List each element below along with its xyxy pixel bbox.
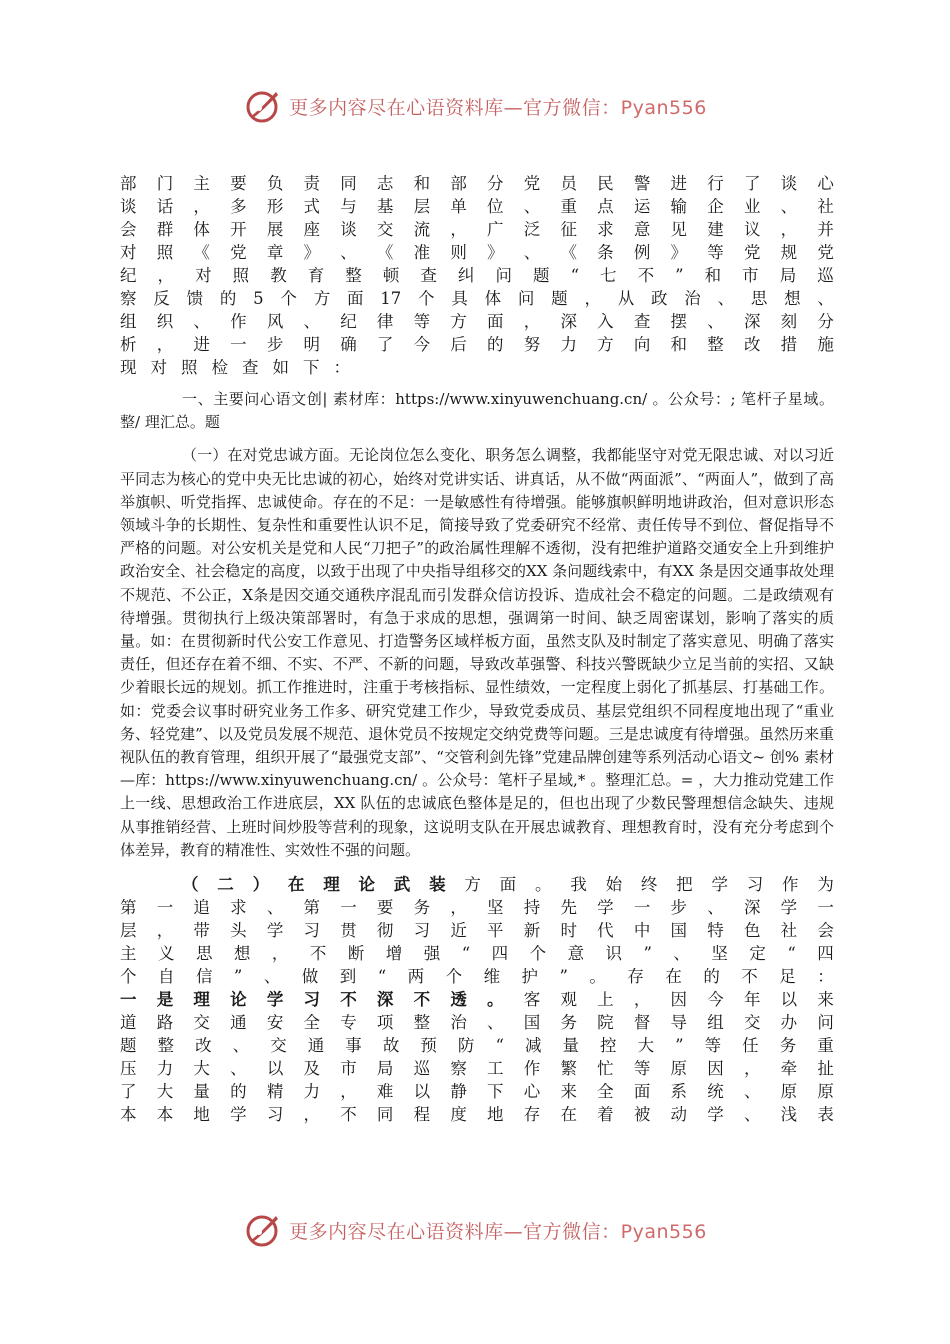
theory-line: 层 ， 带 头 学 习 贯 彻 习 近 平 新 时 代 中 国 特 色 社 会 — [120, 921, 834, 941]
paragraph-loyalty: （一）在对党忠诚方面。无论岗位怎么变化、职务怎么调整，我都能坚守对党无限忠诚、对以习近平同志为核心的党中央无比忠诚的初心，始终对党讲实话、讲真话，从不做“两面派”、“两面人”，做到了高举旗帜、听党指挥、忠诚使命。存在的不足：一是敏感性有待增强。能够旗帜鲜明地讲政治，但对意识形态领域斗争的长期性、复杂性和重要性认识不足，简接导致了党委研究不经常、责任传导不到位、督促指导不严格的问题。对公安机关是党和人民“刀把子”的政治属性理解不透彻，没有把维护道路交通安全上升到维护政治安全、社会稳定的高度，以致于出现了中央指导组移交的XX 条问题线索中，有XX 条是因交通事故处理不规范、不公正，X条是因交通交通秩序混乱而引发群众信访投诉、造成社会不稳定的问题。二是政绩观有待增强。贯彻执行上级决策部署时，有急于求成的思想，强调第一时间、缺乏周密谋划，影响了落实的质量。如：在贯彻新时代公安工作意见、打造警务区域样板方面，虽然支队及时制定了落实意见、明确了落实责任，但还存在着不细、不实、不严、不新的问题，导致改革强警、科技兴警既缺少立足当前的实招、又缺少着眼长远的规划。抓工作推进时，注重于考核指标、显性绩效，一定程度上弱化了抓基层、打基础工作。如：党委会议事时研究业务工作多、研究党建工作少，导致党委成员、基层党组织不同程度地出现了“重业务、轻党建”、以及党员发展不规范、退休党员不按规定交纳党费等问题。三是忠诚度有待增强。虽然历来重视队伍的教育管理，组织开展了“最强党支部”、“交管利剑先锋”党建品牌创建等系列活动心语文~ 创% 素材—库：https://www.xinyuwenchuang.cn/ 。公众号：笔杆子星域,* 。整理汇总。= ，大力推动党建工作上一线、思想政治工作进底层，XX 队伍的忠诚底色整体是足的，但也出现了少数民警理想信念缺失、违规从事推销经营、上班时间炒股等营利的现象，这说明支队在开展忠诚教育、理想教育时，没有充分考虑到个体差异，教育的精准性、实效性不强的问题。 — [120, 446, 834, 859]
banner-text: 更多内容尽在心语资料库—官方微信：Pyan556 — [289, 96, 707, 119]
theory-line-highlight: 一 是 理 论 学 习 不 深 不 透 。 客 观 上 ， 因 今 年 以 来 — [120, 990, 834, 1010]
theory-line: 压 力 大 、 以 及 市 局 巡 察 工 作 繁 忙 等 原 因 ， 牵 扯 — [120, 1059, 834, 1079]
theory-line: 第 一 追 求 、 第 一 要 务 ， 坚 持 先 学 一 步 、 深 学 一 — [120, 898, 834, 918]
intro-line: 谈 话 ， 多 形 式 与 基 层 单 位 、 重 点 运 输 企 业 、 社 — [120, 197, 834, 216]
intro-line: 会 群 体 开 展 座 谈 交 流 ， 广 泛 征 求 意 见 建 议 ， 并 — [120, 220, 834, 239]
theory-line: 个 自 信 ” 、 做 到 “ 两 个 维 护 ” 。 存 在 的 不 足 ： — [120, 967, 834, 987]
intro-line: 部 门 主 要 负 责 同 志 和 部 分 党 员 民 警 进 行 了 谈 心 — [120, 174, 834, 193]
intro-line: 对 照 《 党 章 》 、 《 准 则 》 、 《 条 例 》 等 党 规 党 — [120, 243, 834, 262]
theory-line: 了 大 量 的 精 力 ， 难 以 静 下 心 来 全 面 系 统 、 原 原 — [120, 1082, 834, 1102]
pen-logo-icon — [243, 1210, 283, 1250]
footer-banner — [0, 1208, 950, 1252]
intro-line: 析 ， 进 一 步 明 确 了 今 后 的 努 力 方 向 和 整 改 措 施 — [120, 335, 834, 354]
theory-block — [120, 873, 834, 1126]
intro-line: 纪 ， 对 照 教 育 整 顿 查 纠 问 题 “ 七 不 ” 和 市 局 巡 — [120, 266, 834, 285]
header-banner — [0, 84, 950, 128]
pen-logo-icon — [243, 86, 283, 126]
intro-block — [120, 172, 834, 379]
theory-heading-line: （ 二 ） 在 理 论 武 装 方 面 。 我 始 终 把 学 习 作 为 — [182, 875, 834, 895]
section-heading-1: 一、主要问心语文创| 素材库：https://www.xinyuwenchuang.cn/ 。公众号：; 笔杆子星域。整/ 理汇总。题 — [120, 390, 834, 432]
intro-line: 组 织 、 作 风 、 纪 律 等 方 面 ， 深 入 查 摆 、 深 刻 分 — [120, 312, 834, 331]
document-body — [120, 172, 834, 1126]
theory-line: 本 本 地 学 习 ， 不 同 程 度 地 存 在 着 被 动 学 、 浅 表 — [120, 1105, 834, 1125]
intro-line: 现 对 照 检 查 如 下 ： — [120, 358, 350, 377]
theory-line: 道 路 交 通 安 全 专 项 整 治 、 国 务 院 督 导 组 交 办 问 — [120, 1013, 834, 1033]
banner-text: 更多内容尽在心语资料库—官方微信：Pyan556 — [289, 1220, 707, 1243]
theory-line: 主 义 思 想 ， 不 断 增 强 “ 四 个 意 识 ” 、 坚 定 “ 四 — [120, 944, 834, 964]
intro-line: 察 反 馈 的 5 个 方 面 17 个 具 体 问 题 ， 从 政 治 、 思 想 、 — [120, 289, 834, 308]
theory-line: 题 整 改 、 交 通 事 故 预 防 “ 减 量 控 大 ” 等 任 务 重 — [120, 1036, 834, 1056]
